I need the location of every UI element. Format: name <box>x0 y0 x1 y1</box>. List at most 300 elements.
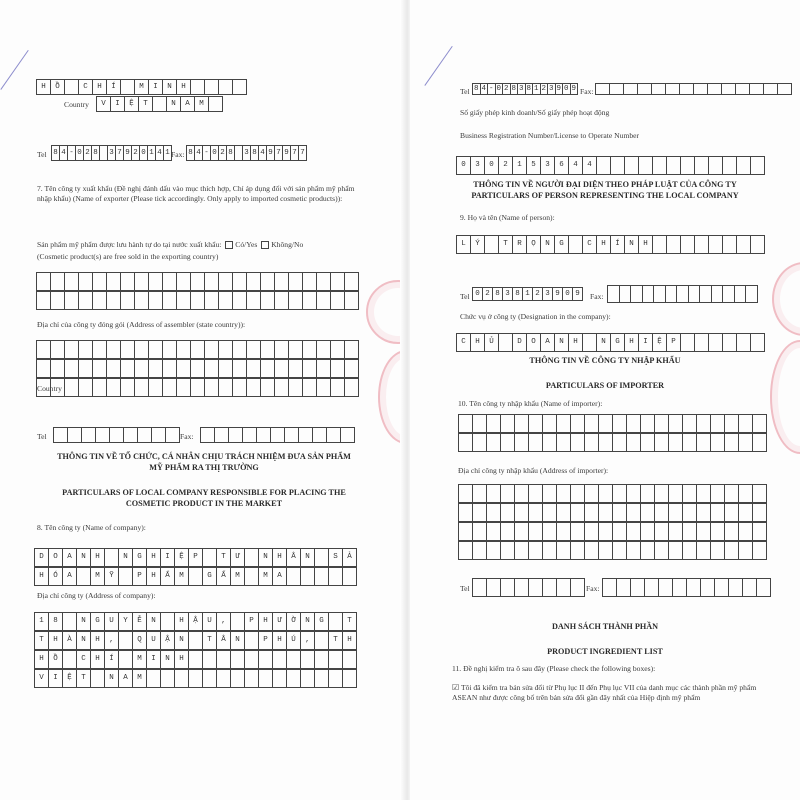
char-cell[interactable] <box>617 578 631 597</box>
char-cell[interactable]: 8 <box>493 287 503 301</box>
char-cell[interactable] <box>701 578 715 597</box>
char-cell[interactable] <box>585 522 599 541</box>
char-cell[interactable] <box>247 291 261 310</box>
char-cell[interactable] <box>233 340 247 359</box>
char-cell[interactable]: Ọ <box>527 235 541 254</box>
char-cell[interactable] <box>473 541 487 560</box>
char-cell[interactable]: Ồ <box>51 79 65 95</box>
char-cell[interactable] <box>571 522 585 541</box>
char-cell[interactable]: 1 <box>148 145 156 161</box>
char-cell[interactable]: 2 <box>132 145 140 161</box>
char-cell[interactable] <box>613 541 627 560</box>
char-cell[interactable] <box>149 378 163 397</box>
char-cell[interactable] <box>243 427 257 443</box>
char-cell[interactable]: 4 <box>481 85 486 93</box>
char-cell[interactable] <box>599 414 613 433</box>
char-cell[interactable] <box>638 83 652 95</box>
char-cell[interactable] <box>189 567 203 586</box>
char-cell[interactable] <box>149 359 163 378</box>
char-cell[interactable]: Ễ <box>133 612 147 631</box>
char-cell[interactable]: T <box>77 669 91 688</box>
char-cell[interactable] <box>93 340 107 359</box>
char-cell[interactable] <box>287 650 301 669</box>
char-cell[interactable]: P <box>189 548 203 567</box>
char-cell[interactable]: Ủ <box>485 333 499 352</box>
char-cell[interactable] <box>63 612 77 631</box>
char-cell[interactable] <box>723 285 735 303</box>
char-cell[interactable]: N <box>105 669 119 688</box>
char-cell[interactable]: Ệ <box>175 548 189 567</box>
char-cell[interactable]: H <box>273 631 287 650</box>
char-cell[interactable] <box>711 414 725 433</box>
char-cell[interactable]: 9 <box>556 85 561 93</box>
char-cell[interactable] <box>529 484 543 503</box>
char-cell[interactable]: A <box>541 333 555 352</box>
char-cell[interactable]: O <box>49 548 63 567</box>
char-cell[interactable] <box>654 285 666 303</box>
char-cell[interactable] <box>345 378 359 397</box>
char-cell[interactable] <box>161 612 175 631</box>
char-cell[interactable] <box>557 484 571 503</box>
char-cell[interactable] <box>191 378 205 397</box>
yes-checkbox[interactable] <box>225 241 233 249</box>
char-cell[interactable] <box>711 522 725 541</box>
char-cell[interactable] <box>655 522 669 541</box>
char-cell[interactable]: 9 <box>573 287 583 301</box>
char-cell[interactable] <box>659 578 673 597</box>
char-cell[interactable] <box>345 291 359 310</box>
char-cell[interactable] <box>736 83 750 95</box>
char-cell[interactable] <box>725 433 739 452</box>
char-cell[interactable] <box>697 541 711 560</box>
char-cell[interactable] <box>667 235 681 254</box>
char-cell[interactable] <box>245 567 259 586</box>
char-cell[interactable] <box>93 272 107 291</box>
char-cell[interactable] <box>529 414 543 433</box>
char-cell[interactable] <box>655 503 669 522</box>
char-cell[interactable]: M <box>133 650 147 669</box>
char-cell[interactable] <box>51 272 65 291</box>
char-cell[interactable] <box>345 359 359 378</box>
char-cell[interactable] <box>275 359 289 378</box>
char-cell[interactable] <box>708 83 722 95</box>
char-cell[interactable] <box>189 631 203 650</box>
char-cell[interactable] <box>739 433 753 452</box>
char-cell[interactable] <box>543 414 557 433</box>
char-cell[interactable]: A <box>273 567 287 586</box>
char-cell[interactable]: A <box>63 567 77 586</box>
char-cell[interactable] <box>643 285 655 303</box>
char-cell[interactable] <box>711 433 725 452</box>
char-cell[interactable] <box>219 378 233 397</box>
char-cell[interactable] <box>79 340 93 359</box>
char-cell[interactable] <box>695 156 709 175</box>
char-cell[interactable] <box>627 522 641 541</box>
char-cell[interactable] <box>473 484 487 503</box>
char-cell[interactable]: M <box>231 567 245 586</box>
char-cell[interactable]: N <box>231 631 245 650</box>
char-cell[interactable]: H <box>343 631 357 650</box>
char-cell[interactable]: R <box>513 235 527 254</box>
char-cell[interactable] <box>753 541 767 560</box>
char-cell[interactable] <box>613 503 627 522</box>
char-cell[interactable]: V <box>97 96 111 112</box>
char-cell[interactable] <box>37 291 51 310</box>
char-cell[interactable] <box>121 378 135 397</box>
char-cell[interactable] <box>205 291 219 310</box>
char-cell[interactable]: 2 <box>219 145 227 161</box>
char-cell[interactable]: 8 <box>227 145 235 161</box>
char-cell[interactable] <box>287 669 301 688</box>
char-cell[interactable] <box>289 272 303 291</box>
char-cell[interactable] <box>203 548 217 567</box>
char-cell[interactable] <box>557 433 571 452</box>
char-cell[interactable] <box>515 503 529 522</box>
char-cell[interactable] <box>697 503 711 522</box>
char-cell[interactable] <box>473 433 487 452</box>
char-cell[interactable]: Ấ <box>217 567 231 586</box>
char-cell[interactable] <box>247 359 261 378</box>
char-cell[interactable] <box>669 503 683 522</box>
char-cell[interactable] <box>596 83 610 95</box>
char-cell[interactable] <box>473 522 487 541</box>
char-cell[interactable]: T <box>35 631 49 650</box>
char-cell[interactable]: I <box>161 548 175 567</box>
char-cell[interactable] <box>82 427 96 443</box>
char-cell[interactable]: Ỹ <box>105 567 119 586</box>
char-cell[interactable]: H <box>93 79 107 95</box>
char-cell[interactable] <box>543 578 557 597</box>
char-cell[interactable]: T <box>329 631 343 650</box>
char-cell[interactable] <box>51 359 65 378</box>
char-cell[interactable]: , <box>217 612 231 631</box>
char-cell[interactable]: T <box>343 612 357 631</box>
char-cell[interactable] <box>107 340 121 359</box>
char-cell[interactable] <box>753 484 767 503</box>
char-cell[interactable] <box>655 414 669 433</box>
char-cell[interactable] <box>653 235 667 254</box>
char-cell[interactable]: U <box>147 631 161 650</box>
char-cell[interactable] <box>79 272 93 291</box>
char-cell[interactable] <box>608 285 620 303</box>
char-cell[interactable]: N <box>541 235 555 254</box>
char-cell[interactable] <box>135 291 149 310</box>
char-cell[interactable]: Y <box>119 612 133 631</box>
char-cell[interactable]: H <box>569 333 583 352</box>
char-cell[interactable] <box>110 427 124 443</box>
char-cell[interactable]: 0 <box>563 85 569 93</box>
char-cell[interactable]: 0 <box>457 156 471 175</box>
char-cell[interactable]: 8 <box>473 85 479 93</box>
char-cell[interactable] <box>599 503 613 522</box>
char-cell[interactable] <box>93 291 107 310</box>
char-cell[interactable] <box>683 414 697 433</box>
char-cell[interactable] <box>315 669 329 688</box>
char-cell[interactable] <box>641 522 655 541</box>
char-cell[interactable] <box>631 578 645 597</box>
char-cell[interactable]: Í <box>107 79 121 95</box>
char-cell[interactable]: 8 <box>49 612 63 631</box>
char-cell[interactable] <box>599 522 613 541</box>
char-cell[interactable] <box>275 378 289 397</box>
char-cell[interactable] <box>459 484 473 503</box>
char-cell[interactable] <box>96 427 110 443</box>
char-cell[interactable]: , <box>301 631 315 650</box>
char-cell[interactable]: 3 <box>543 287 553 301</box>
char-cell[interactable] <box>695 235 709 254</box>
char-cell[interactable] <box>753 414 767 433</box>
char-cell[interactable] <box>641 484 655 503</box>
char-cell[interactable] <box>261 291 275 310</box>
char-cell[interactable] <box>715 578 729 597</box>
char-cell[interactable] <box>611 156 625 175</box>
char-cell[interactable]: N <box>77 612 91 631</box>
char-cell[interactable] <box>683 522 697 541</box>
char-cell[interactable] <box>641 541 655 560</box>
char-cell[interactable]: 4 <box>60 145 68 161</box>
char-cell[interactable] <box>613 484 627 503</box>
char-cell[interactable] <box>303 359 317 378</box>
char-cell[interactable] <box>709 235 723 254</box>
char-cell[interactable] <box>65 378 79 397</box>
char-cell[interactable] <box>121 340 135 359</box>
char-cell[interactable]: Ệ <box>653 333 667 352</box>
char-cell[interactable]: C <box>583 235 597 254</box>
char-cell[interactable] <box>301 669 315 688</box>
char-cell[interactable] <box>289 378 303 397</box>
char-cell[interactable] <box>191 272 205 291</box>
char-cell[interactable] <box>757 578 771 597</box>
char-cell[interactable] <box>709 156 723 175</box>
char-cell[interactable] <box>315 548 329 567</box>
char-cell[interactable] <box>37 340 51 359</box>
char-cell[interactable] <box>79 378 93 397</box>
char-cell[interactable] <box>722 83 736 95</box>
char-cell[interactable]: H <box>625 333 639 352</box>
char-cell[interactable] <box>627 503 641 522</box>
char-cell[interactable] <box>331 359 345 378</box>
char-cell[interactable] <box>751 235 765 254</box>
char-cell[interactable] <box>501 484 515 503</box>
char-cell[interactable] <box>515 414 529 433</box>
char-cell[interactable]: Ó <box>49 567 63 586</box>
char-cell[interactable] <box>459 414 473 433</box>
char-cell[interactable] <box>557 414 571 433</box>
char-cell[interactable] <box>501 522 515 541</box>
char-cell[interactable] <box>585 503 599 522</box>
char-cell[interactable]: 0 <box>76 145 84 161</box>
char-cell[interactable] <box>597 156 611 175</box>
char-cell[interactable] <box>135 272 149 291</box>
char-cell[interactable] <box>694 83 708 95</box>
char-cell[interactable] <box>91 669 105 688</box>
char-cell[interactable] <box>725 522 739 541</box>
char-cell[interactable] <box>529 522 543 541</box>
char-cell[interactable] <box>666 285 678 303</box>
char-cell[interactable]: N <box>77 548 91 567</box>
char-cell[interactable] <box>627 541 641 560</box>
char-cell[interactable] <box>487 484 501 503</box>
char-cell[interactable]: N <box>301 612 315 631</box>
char-cell[interactable] <box>149 291 163 310</box>
char-cell[interactable]: Ậ <box>189 612 203 631</box>
char-cell[interactable]: 8 <box>511 85 516 93</box>
char-cell[interactable]: H <box>37 79 51 95</box>
char-cell[interactable] <box>459 433 473 452</box>
char-cell[interactable] <box>233 291 247 310</box>
char-cell[interactable]: 1 <box>513 156 527 175</box>
char-cell[interactable] <box>487 414 501 433</box>
char-cell[interactable] <box>571 433 585 452</box>
char-cell[interactable] <box>257 427 271 443</box>
char-cell[interactable] <box>175 669 189 688</box>
char-cell[interactable] <box>620 285 632 303</box>
char-cell[interactable] <box>163 340 177 359</box>
char-cell[interactable] <box>557 522 571 541</box>
char-cell[interactable] <box>571 578 585 597</box>
char-cell[interactable] <box>739 541 753 560</box>
no-checkbox[interactable] <box>261 241 269 249</box>
char-cell[interactable] <box>345 340 359 359</box>
char-cell[interactable]: 3 <box>541 156 555 175</box>
char-cell[interactable] <box>177 378 191 397</box>
char-cell[interactable] <box>301 650 315 669</box>
char-cell[interactable] <box>723 156 737 175</box>
char-cell[interactable]: 9 <box>267 145 275 161</box>
char-cell[interactable]: D <box>35 548 49 567</box>
char-cell[interactable] <box>315 631 329 650</box>
char-cell[interactable] <box>627 484 641 503</box>
char-cell[interactable] <box>54 427 68 443</box>
char-cell[interactable] <box>751 156 765 175</box>
char-cell[interactable] <box>315 650 329 669</box>
char-cell[interactable]: P <box>133 567 147 586</box>
char-cell[interactable] <box>711 484 725 503</box>
char-cell[interactable] <box>585 541 599 560</box>
char-cell[interactable] <box>273 669 287 688</box>
char-cell[interactable]: I <box>111 96 125 112</box>
char-cell[interactable] <box>515 484 529 503</box>
char-cell[interactable] <box>149 340 163 359</box>
char-cell[interactable] <box>135 378 149 397</box>
char-cell[interactable] <box>473 503 487 522</box>
char-cell[interactable]: I <box>149 79 163 95</box>
char-cell[interactable] <box>515 541 529 560</box>
char-cell[interactable] <box>529 578 543 597</box>
char-cell[interactable] <box>743 578 757 597</box>
char-cell[interactable]: Ờ <box>287 612 301 631</box>
char-cell[interactable]: H <box>175 612 189 631</box>
char-cell[interactable]: 3 <box>243 145 251 161</box>
char-cell[interactable]: 7 <box>275 145 283 161</box>
char-cell[interactable]: - <box>488 85 494 93</box>
char-cell[interactable]: I <box>49 669 63 688</box>
char-cell[interactable] <box>723 235 737 254</box>
char-cell[interactable] <box>273 650 287 669</box>
char-cell[interactable] <box>677 285 689 303</box>
char-cell[interactable]: Ậ <box>161 631 175 650</box>
char-cell[interactable] <box>697 484 711 503</box>
char-cell[interactable]: 4 <box>195 145 203 161</box>
char-cell[interactable] <box>667 156 681 175</box>
char-cell[interactable] <box>209 96 223 112</box>
char-cell[interactable] <box>585 433 599 452</box>
char-cell[interactable] <box>121 359 135 378</box>
char-cell[interactable] <box>247 272 261 291</box>
char-cell[interactable] <box>135 359 149 378</box>
char-cell[interactable] <box>235 145 243 161</box>
char-cell[interactable] <box>152 427 166 443</box>
char-cell[interactable] <box>683 484 697 503</box>
char-cell[interactable] <box>613 433 627 452</box>
char-cell[interactable]: M <box>195 96 209 112</box>
char-cell[interactable] <box>121 272 135 291</box>
char-cell[interactable] <box>287 567 301 586</box>
char-cell[interactable] <box>231 612 245 631</box>
char-cell[interactable] <box>712 285 724 303</box>
char-cell[interactable] <box>697 414 711 433</box>
char-cell[interactable] <box>77 567 91 586</box>
char-cell[interactable] <box>119 650 133 669</box>
char-cell[interactable]: H <box>597 235 611 254</box>
char-cell[interactable]: L <box>457 235 471 254</box>
char-cell[interactable]: 8 <box>187 145 195 161</box>
char-cell[interactable] <box>261 359 275 378</box>
char-cell[interactable]: M <box>175 567 189 586</box>
char-cell[interactable] <box>37 359 51 378</box>
char-cell[interactable] <box>303 291 317 310</box>
char-cell[interactable] <box>599 484 613 503</box>
char-cell[interactable] <box>683 503 697 522</box>
char-cell[interactable]: 0 <box>140 145 148 161</box>
char-cell[interactable]: 3 <box>548 85 554 93</box>
char-cell[interactable] <box>161 669 175 688</box>
char-cell[interactable] <box>79 291 93 310</box>
char-cell[interactable] <box>191 340 205 359</box>
char-cell[interactable] <box>275 291 289 310</box>
char-cell[interactable] <box>557 578 571 597</box>
char-cell[interactable] <box>345 272 359 291</box>
char-cell[interactable] <box>301 567 315 586</box>
char-cell[interactable] <box>501 414 515 433</box>
char-cell[interactable] <box>205 272 219 291</box>
char-cell[interactable]: N <box>301 548 315 567</box>
char-cell[interactable] <box>119 567 133 586</box>
char-cell[interactable] <box>725 484 739 503</box>
char-cell[interactable]: 8 <box>251 145 259 161</box>
char-cell[interactable]: T <box>499 235 513 254</box>
char-cell[interactable]: 2 <box>84 145 92 161</box>
char-cell[interactable] <box>501 503 515 522</box>
char-cell[interactable] <box>177 359 191 378</box>
char-cell[interactable]: Ẩ <box>161 567 175 586</box>
char-cell[interactable] <box>669 433 683 452</box>
char-cell[interactable]: 2 <box>499 156 513 175</box>
char-cell[interactable] <box>641 503 655 522</box>
char-cell[interactable] <box>37 272 51 291</box>
char-cell[interactable] <box>245 548 259 567</box>
char-cell[interactable]: , <box>105 631 119 650</box>
char-cell[interactable]: - <box>68 145 76 161</box>
char-cell[interactable] <box>303 378 317 397</box>
char-cell[interactable] <box>177 291 191 310</box>
char-cell[interactable] <box>735 285 747 303</box>
char-cell[interactable]: 2 <box>483 287 493 301</box>
char-cell[interactable] <box>247 378 261 397</box>
char-cell[interactable] <box>259 650 273 669</box>
char-cell[interactable] <box>119 631 133 650</box>
char-cell[interactable] <box>201 427 215 443</box>
